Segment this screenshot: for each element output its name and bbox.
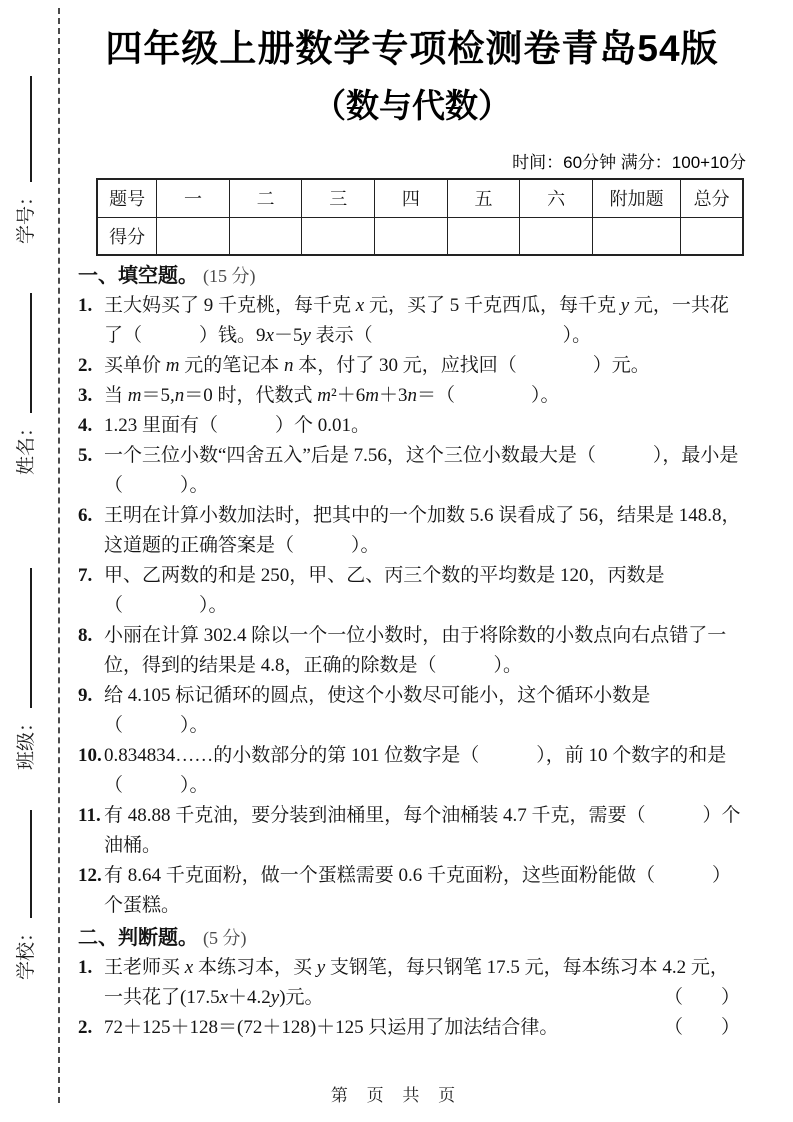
seal-field-class	[13, 568, 39, 770]
score-cell	[681, 217, 743, 255]
question	[78, 861, 746, 921]
score-cell	[302, 217, 375, 255]
question	[78, 681, 746, 741]
question-number: 1.	[78, 957, 93, 978]
question	[78, 411, 746, 441]
seal-dashed-line	[58, 8, 60, 1103]
question-text: 王大妈买了 9 千克桃，每千克 x 元，买了 5 千克西瓜，每千克 y 元，一共花了（ ）钱。9x－5y 表示（ ）。	[104, 295, 729, 346]
question-number: 7.	[78, 565, 93, 586]
score-table-column-header: 总分	[681, 179, 743, 217]
seal-field-blank-line	[13, 568, 32, 708]
question-number: 9.	[78, 685, 93, 706]
score-table-column-header: 一	[157, 179, 230, 217]
paper-title: 四年级上册数学专项检测卷青岛54版	[105, 28, 719, 69]
time-score-info: 时间：60分钟 满分：100+10分	[512, 153, 746, 172]
question	[78, 351, 746, 381]
score-cell	[447, 217, 520, 255]
question	[78, 1013, 746, 1043]
seal-field-label: 学校：	[16, 922, 37, 980]
question-text: 小丽在计算 302.4 除以一个一位小数时，由于将除数的小数点向右点错了一位，得到的结果是 4.8，正确的除数是（ ）。	[104, 625, 727, 676]
question	[78, 501, 746, 561]
question-text: 给 4.105 标记循环的圆点，使这个小数尽可能小，这个循环小数是（ ）。	[104, 685, 651, 736]
seal-field-label: 班级：	[16, 712, 37, 770]
question-text: 有 48.88 千克油，要分装到油桶里，每个油桶装 4.7 千克，需要（ ）个油桶。	[104, 805, 741, 856]
question-text: 买单价 m 元的笔记本 n 本，付了 30 元，应找回（ ）元。	[104, 355, 650, 376]
question-number: 10.	[78, 745, 102, 766]
seal-field-school	[13, 810, 39, 980]
score-table-column-header: 六	[520, 179, 593, 217]
question-number: 2.	[78, 1017, 93, 1038]
question-text: 王明在计算小数加法时，把其中的一个加数 5.6 误看成了 56，结果是 148.8，这道题的正确答案是（ ）。	[104, 505, 741, 556]
question-text: 1.23 里面有（ ）个 0.01。	[104, 415, 371, 436]
section-heading-score: (15 分)	[203, 266, 256, 286]
question-text: 当 m＝5,n＝0 时，代数式 m²＋6m＋3n＝（ ）。	[104, 385, 560, 406]
question	[78, 621, 746, 681]
score-table-corner-cell: 题号	[97, 179, 157, 217]
question	[78, 801, 746, 861]
section-heading	[78, 925, 746, 951]
question-number: 8.	[78, 625, 93, 646]
answer-blank: （ ）	[663, 1017, 740, 1038]
paper-subtitle: （数与代数）	[313, 87, 511, 124]
question	[78, 561, 746, 621]
score-cell	[375, 217, 448, 255]
seal-field-label: 姓名：	[16, 417, 37, 475]
question-text: 一个三位小数“四舍五入”后是 7.56，这个三位小数最大是（ ），最小是（ ）。	[104, 445, 739, 496]
question	[78, 441, 746, 501]
main-content	[78, 0, 746, 1043]
score-table	[96, 178, 744, 256]
question-number: 11.	[78, 805, 101, 826]
question-text: 0.834834……的小数部分的第 101 位数字是（ ），前 10 个数字的和是（ ）。	[104, 745, 727, 796]
score-table-column-header: 五	[447, 179, 520, 217]
question-text: 甲、乙两数的和是 250，甲、乙、丙三个数的平均数是 120，丙数是（ ）。	[104, 565, 665, 616]
question-number: 3.	[78, 385, 93, 406]
score-table-column-header: 四	[375, 179, 448, 217]
answer-blank: （ ）	[663, 987, 740, 1008]
score-table-score-label: 得分	[97, 217, 157, 255]
score-cell	[157, 217, 230, 255]
question-text: 有 8.64 千克面粉，做一个蛋糕需要 0.6 千克面粉，这些面粉能做（ ）个蛋糕。	[104, 865, 732, 916]
seal-field-blank-line	[13, 810, 32, 918]
score-table-score-row	[97, 217, 743, 255]
question-number: 1.	[78, 295, 93, 316]
question-number: 6.	[78, 505, 93, 526]
score-cell	[520, 217, 593, 255]
score-cell	[229, 217, 302, 255]
question-number: 2.	[78, 355, 93, 376]
question-text: 王老师买 x 本练习本，买 y 支钢笔，每只钢笔 17.5 元，每本练习本 4.2 元，一共花了(17.5x＋4.2y)元。	[104, 957, 729, 1008]
section-heading-score: (5 分)	[203, 928, 247, 948]
question-number: 12.	[78, 865, 102, 886]
score-table-column-header: 三	[302, 179, 375, 217]
section-heading	[78, 263, 746, 289]
seal-field-label: 学号：	[16, 186, 37, 244]
seal-field-blank-line	[13, 293, 32, 413]
score-cell	[593, 217, 681, 255]
section-heading-title: 二、判断题。	[78, 927, 198, 949]
question	[78, 291, 746, 351]
question-number: 5.	[78, 445, 93, 466]
score-table-column-header: 附加题	[593, 179, 681, 217]
question	[78, 381, 746, 411]
question	[78, 953, 746, 1013]
question-text: 72＋125＋128＝(72＋128)＋125 只运用了加法结合律。	[104, 1017, 559, 1038]
question-sections	[78, 263, 746, 1043]
page-footer: 第 页 共 页	[330, 1086, 463, 1105]
seal-field-student-number	[13, 76, 39, 244]
question-number: 4.	[78, 415, 93, 436]
seal-field-blank-line	[13, 76, 32, 182]
question	[78, 741, 746, 801]
seal-field-student-name	[13, 293, 39, 475]
score-table-column-header: 二	[229, 179, 302, 217]
section-heading-title: 一、填空题。	[78, 265, 198, 287]
score-table-header-row	[97, 179, 743, 217]
